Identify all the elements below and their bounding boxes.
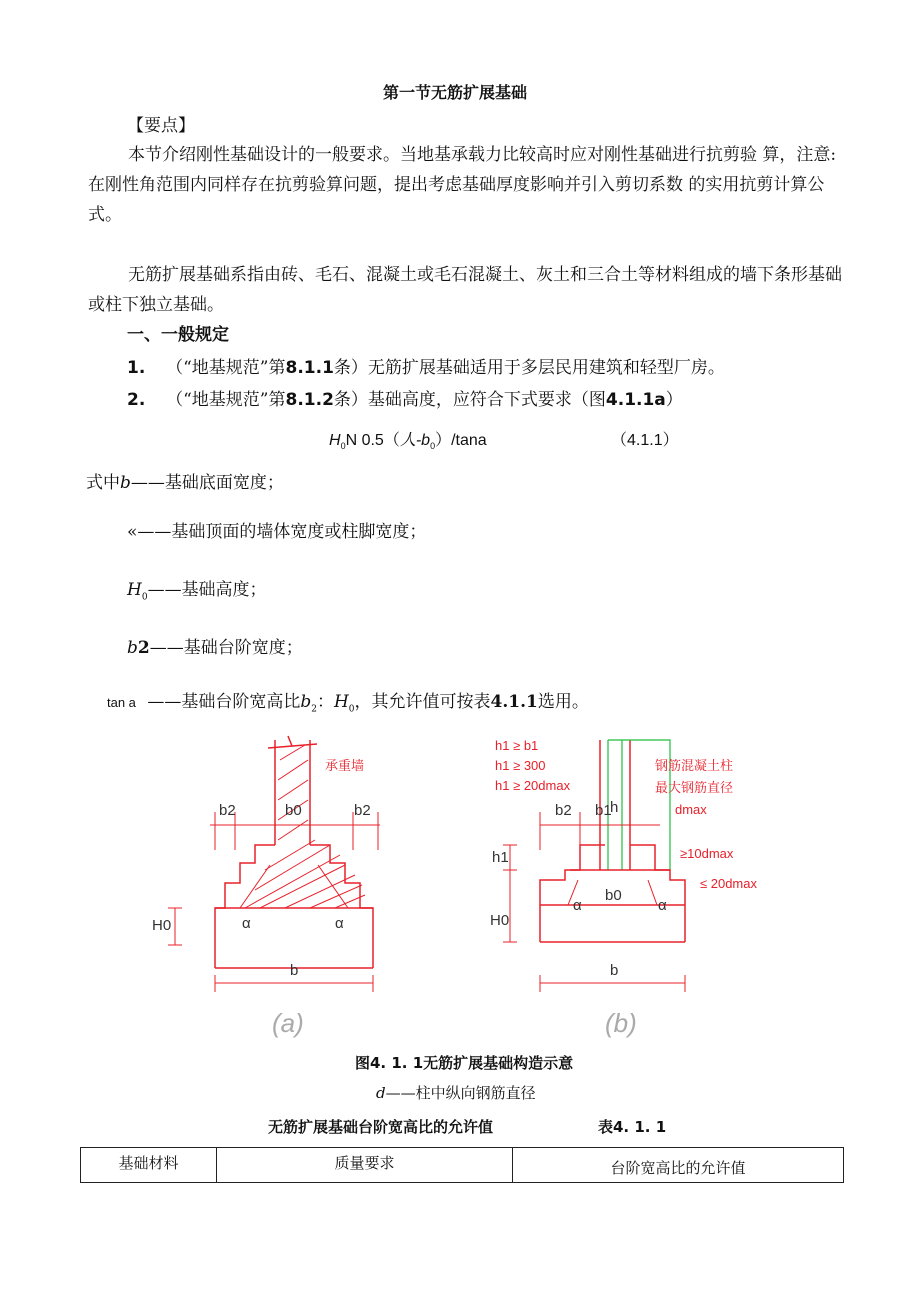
fig-a-base — [215, 908, 373, 968]
fig-a-b2-right: b2 — [354, 802, 371, 819]
fig-b-alpha-right: α — [658, 897, 667, 914]
rule-2-number: 2. — [127, 390, 146, 410]
fig-a-load-wall: 承重墙 — [325, 758, 365, 773]
rule-2-post: 条）基础高度，应符合下式要求（图 — [333, 390, 606, 410]
symbol-b-sym: b — [120, 473, 131, 493]
symbol-b2 — [127, 636, 303, 660]
table-number: 表4. 1. 1 — [598, 1118, 667, 1136]
figure-note-text: ——柱中纵向钢筋直径 — [385, 1084, 536, 1102]
fig-a-alpha-left: α — [242, 915, 251, 932]
table-header-material: 基础材料 — [81, 1148, 217, 1183]
formula-sub2: 0 — [430, 441, 436, 452]
symbol-tan-table-ref: 4.1.1 — [490, 692, 538, 712]
rule-1-post: 条）无筋扩展基础适用于多层民用建筑和轻型厂房。 — [333, 358, 725, 378]
formula-italic: ⼈-b — [399, 432, 431, 449]
fig-b-cond3: h1 ≥ 20dmax — [495, 778, 571, 793]
fig-a-step-left — [215, 845, 275, 968]
symbol-tan-end: 选用。 — [537, 692, 589, 712]
fig-b-column-label: 钢筋混凝土柱 — [655, 758, 734, 773]
symbol-b0-sym: « — [127, 522, 138, 542]
general-heading: 一、一般规定 — [127, 325, 229, 345]
fig-b-h: h — [610, 799, 619, 816]
symbol-b2-desc: ——基础台阶宽度； — [149, 638, 303, 658]
formula-4-1-1 — [329, 427, 487, 451]
fig-a-step-right — [310, 845, 373, 968]
symbol-prefix: 式中 — [86, 473, 120, 493]
formula-rest: N 0.5（ — [345, 432, 400, 449]
table-header-ratio: 台阶宽高比的允许值 — [513, 1148, 844, 1183]
fig-a-label: (a) — [272, 1008, 304, 1038]
figure-b-labels — [490, 738, 757, 1038]
symbol-tan-b2-sub: 2 — [311, 704, 317, 715]
symbol-tan-h0: H — [333, 692, 349, 712]
rule-2-ref: 8.1.2 — [285, 390, 334, 410]
symbol-b2-sub: 2 — [137, 638, 150, 658]
fig-a-b0: b0 — [285, 802, 302, 819]
page-title: 第一节无筋扩展基础 — [383, 83, 528, 102]
rule-1-number: 1. — [127, 358, 146, 378]
fig-a-h0: H0 — [152, 917, 172, 934]
symbol-b0-desc: ——基础顶面的墙体宽度或柱脚宽度； — [137, 522, 427, 542]
fig-b-label: (b) — [605, 1008, 637, 1038]
symbol-tan-rest: ，其允许值可按表 — [354, 692, 491, 712]
fig-b-b2: b2 — [555, 802, 572, 819]
figure-foundation-diagrams — [140, 730, 800, 1050]
rule-1-pre: （“地基规范”第 — [166, 358, 286, 378]
table-title: 无筋扩展基础台阶宽高比的允许值 — [268, 1118, 494, 1136]
figure-a — [168, 736, 380, 992]
symbol-tan-desc: ——基础台阶宽高比 — [147, 692, 301, 712]
formula-h-sub: 0 — [340, 441, 346, 452]
symbol-b — [86, 471, 284, 495]
rule-1-ref: 8.1.1 — [285, 358, 334, 378]
fig-b-b: b — [610, 962, 619, 979]
table-header-row — [81, 1148, 844, 1183]
fig-b-max-dia: 最大钢筋直径 — [655, 780, 734, 795]
definition-paragraph: 无筋扩展基础系指由砖、毛石、混凝土或毛石混凝土、灰土和三合土等材料组成的墙下条形基础或柱下独立基础。 — [88, 265, 842, 315]
rule-2 — [127, 388, 683, 412]
rule-2-pre: （“地基规范”第 — [166, 390, 286, 410]
fig-b-dmax: dmax — [675, 802, 707, 817]
fig-b-b0: b0 — [605, 887, 622, 904]
formula-number: （4.1.1） — [611, 432, 679, 449]
fig-b-h0: H0 — [490, 912, 510, 929]
symbol-h0-sym: H — [127, 580, 142, 600]
symbol-h0-desc: ——基础高度； — [147, 580, 267, 600]
formula-tail: ）/tana — [435, 432, 487, 449]
fig-b-b1: b1 — [595, 802, 612, 819]
table-step-ratio — [80, 1147, 844, 1183]
symbol-b-desc: ——基础底面宽度； — [130, 473, 284, 493]
fig-b-cond1: h1 ≥ b1 — [495, 738, 539, 753]
fig-a-alpha-right: α — [335, 915, 344, 932]
fig-b-h1: h1 — [492, 849, 509, 866]
rule-2-fig: 4.1.1a — [605, 390, 666, 410]
fig-a-b2-left: b2 — [219, 802, 236, 819]
symbol-b2-sym: b — [127, 638, 138, 658]
intro-paragraph: 本节介绍刚性基础设计的一般要求。当地基承载力比较高时应对刚性基础进行抗剪验 算，注意: 在刚性角范围内同样存在抗剪验算问题，提出考虑基础厚度影响并引入剪切系数 的实用抗剪计算公式。 — [88, 145, 837, 225]
symbol-tan-b2: b — [300, 692, 312, 712]
symbol-tan — [107, 690, 589, 721]
symbol-b0 — [127, 520, 426, 544]
fig-b-alpha-left: α — [573, 897, 582, 914]
rule-1 — [127, 356, 725, 380]
fig-a-wall — [275, 740, 310, 845]
figure-caption: 图4. 1. 1无筋扩展基础构造示意 — [355, 1054, 574, 1072]
symbol-tan-prefix: tan a — [107, 695, 136, 710]
symbol-h0-sub: 0 — [141, 592, 148, 603]
symbol-tan-colon: ： — [316, 692, 334, 712]
figure-note — [376, 1081, 536, 1105]
rule-2-end: ） — [665, 390, 683, 410]
table-header-quality: 质量要求 — [217, 1148, 513, 1183]
fig-b-ten-d: ≥10dmax — [680, 846, 734, 861]
fig-b-twenty-d: ≤ 20dmax — [700, 876, 757, 891]
figure-note-sym: d — [376, 1084, 386, 1102]
symbol-h0 — [127, 578, 267, 609]
symbol-tan-h0-sub: 0 — [348, 704, 355, 715]
figure-a-labels — [152, 758, 371, 1038]
formula-h: H — [329, 432, 341, 449]
key-points-label: 【要点】 — [127, 116, 195, 136]
fig-b-cond2: h1 ≥ 300 — [495, 758, 546, 773]
fig-a-b: b — [290, 962, 299, 979]
